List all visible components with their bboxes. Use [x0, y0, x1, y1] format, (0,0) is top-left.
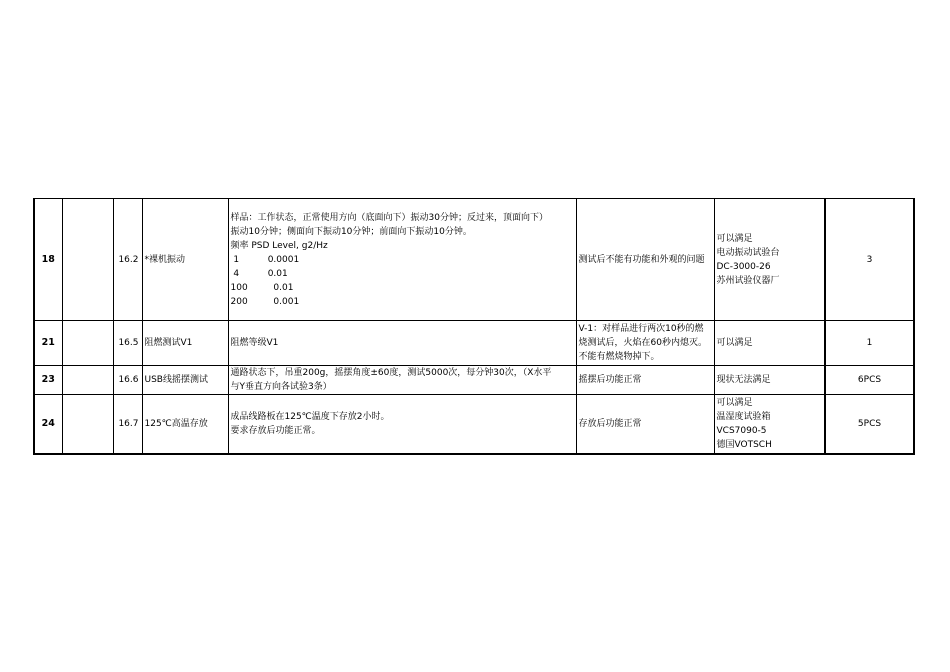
requirement-line: 样品：工作状态，正常使用方向（底面向下）振动30分钟；反过来，顶面向下）	[230, 212, 548, 223]
section-number: 16.5	[113, 321, 142, 366]
sample-quantity: 3	[825, 199, 914, 321]
blank-cell	[62, 395, 113, 455]
blank-cell	[62, 199, 113, 321]
section-number: 16.2	[113, 199, 142, 321]
pass-criteria: V-1：对样品进行两次10秒的燃烧测试后，火焰在60秒内熄灭。不能有燃烧物掉下。	[576, 321, 714, 366]
requirement-line: 通路状态下，吊重200g，摇摆角度±60度，测试5000次，每分钟30次，（X水平	[230, 368, 552, 378]
sample-quantity: 6PCS	[825, 366, 914, 395]
capability-status	[714, 395, 825, 455]
status-line: 温湿度试验箱	[716, 412, 771, 422]
requirement-line: 4 0.01	[230, 268, 288, 279]
test-item: 125℃高温存放	[142, 395, 228, 455]
test-item: USB线摇摆测试	[142, 366, 228, 395]
requirement-line: 与Y垂直方向各试验3条）	[230, 382, 332, 392]
status-line: VCS7090-5	[716, 426, 767, 436]
pass-criteria: 存放后功能正常	[576, 395, 714, 455]
status-line: 可以满足	[716, 398, 753, 408]
test-spec-sheet	[33, 198, 913, 455]
requirement-line: 100 0.01	[230, 282, 294, 293]
requirement-line: 阻燃等级V1	[230, 338, 279, 348]
requirement-line: 1 0.0001	[230, 254, 300, 265]
test-requirement	[228, 366, 576, 395]
section-number: 16.7	[113, 395, 142, 455]
requirement-line: 振动10分钟；侧面向下振动10分钟；前面向下振动10分钟。	[230, 226, 472, 237]
requirement-line: 要求存放后功能正常。	[230, 426, 321, 436]
row-number: 18	[34, 199, 62, 321]
table-row	[34, 321, 914, 366]
status-line: 电动振动试验台	[716, 247, 780, 258]
status-line: DC-3000-26	[716, 261, 771, 272]
status-line: 苏州试验仪器厂	[716, 275, 780, 286]
row-number: 21	[34, 321, 62, 366]
test-item: 阻燃测试V1	[142, 321, 228, 366]
sample-quantity: 5PCS	[825, 395, 914, 455]
test-requirement	[228, 321, 576, 366]
status-line: 可以满足	[716, 338, 753, 348]
requirement-line: 200 0.001	[230, 296, 300, 307]
table-row	[34, 395, 914, 455]
section-number: 16.6	[113, 366, 142, 395]
status-line: 德国VOTSCH	[716, 440, 772, 450]
test-table	[33, 198, 915, 455]
pass-criteria: 摇摆后功能正常	[576, 366, 714, 395]
blank-cell	[62, 366, 113, 395]
capability-status	[714, 321, 825, 366]
status-line: 现状无法满足	[716, 375, 771, 385]
row-number: 24	[34, 395, 62, 455]
status-line: 可以满足	[716, 233, 753, 244]
requirement-line: 频率 PSD Level, g2/Hz	[230, 240, 328, 251]
test-item: *裸机振动	[142, 199, 228, 321]
requirement-line: 成品线路板在125℃温度下存放2小时。	[230, 412, 390, 422]
test-requirement	[228, 395, 576, 455]
sample-quantity: 1	[825, 321, 914, 366]
capability-status	[714, 199, 825, 321]
pass-criteria: 测试后不能有功能和外观的问题	[576, 199, 714, 321]
table-row	[34, 366, 914, 395]
test-requirement	[228, 199, 576, 321]
table-row	[34, 199, 914, 321]
blank-cell	[62, 321, 113, 366]
capability-status	[714, 366, 825, 395]
row-number: 23	[34, 366, 62, 395]
